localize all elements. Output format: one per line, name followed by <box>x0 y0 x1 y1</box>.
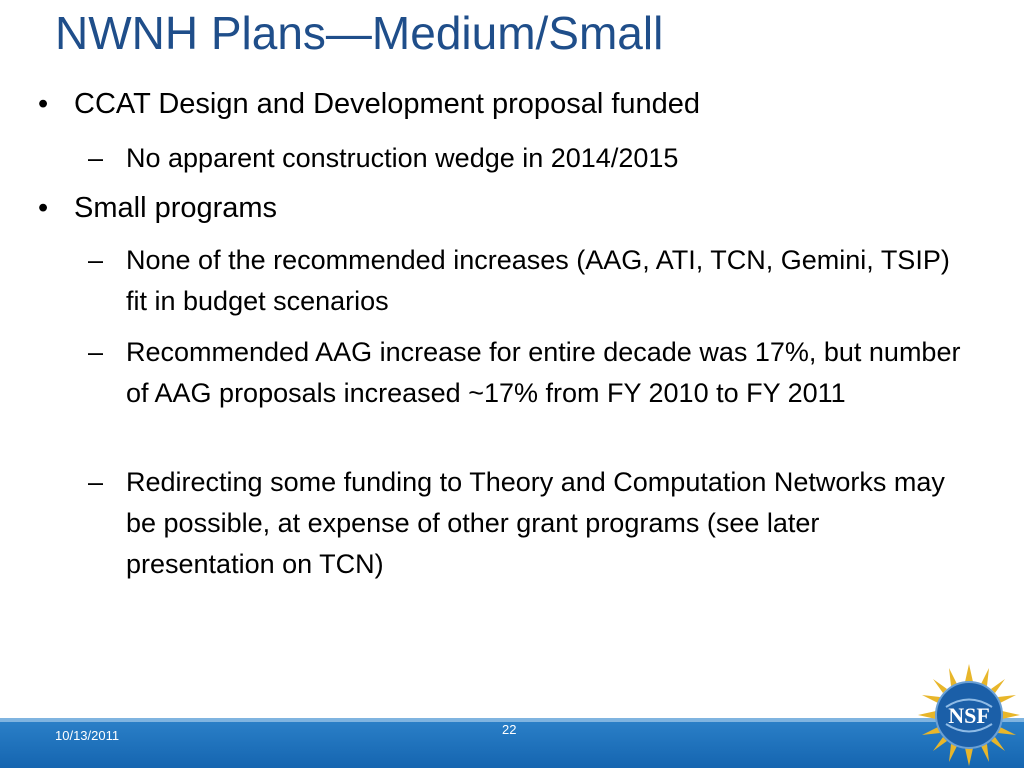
sub-bullet-item <box>88 240 968 322</box>
logo-text: NSF <box>948 703 990 728</box>
sub-bullet-text: None of the recommended increases (AAG, ATI, TCN, Gemini, TSIP) fit in budget scenarios <box>126 245 950 316</box>
bullet-text: Small programs <box>74 192 278 224</box>
sub-bullet-marker: – <box>88 467 104 497</box>
nsf-logo-icon <box>916 662 1022 768</box>
footer-date: 10/13/2011 <box>55 728 120 743</box>
sub-bullet-text: Recommended AAG increase for entire decade was 17%, but number of AAG proposals increased ~17% from FY 2010 to FY 2011 <box>126 337 961 408</box>
sub-bullet-item <box>88 332 968 414</box>
bullet-marker: • <box>38 88 49 120</box>
sub-bullet-item <box>88 138 968 179</box>
sub-bullet-text: No apparent construction wedge in 2014/2015 <box>126 143 679 173</box>
bullet-marker: • <box>38 192 49 224</box>
page-number: 22 <box>502 722 517 737</box>
bullet-text: CCAT Design and Development proposal funded <box>74 88 701 120</box>
sub-bullet-marker: – <box>88 143 104 173</box>
sub-bullet-item <box>88 462 968 585</box>
sub-bullet-marker: – <box>88 337 104 367</box>
slide-title: NWNH Plans—Medium/Small <box>55 7 664 59</box>
sub-bullet-marker: – <box>88 245 104 275</box>
sub-bullet-text: Redirecting some funding to Theory and Computation Networks may be possible, at expense of other grant programs (see later presentation on TCN) <box>126 467 945 579</box>
